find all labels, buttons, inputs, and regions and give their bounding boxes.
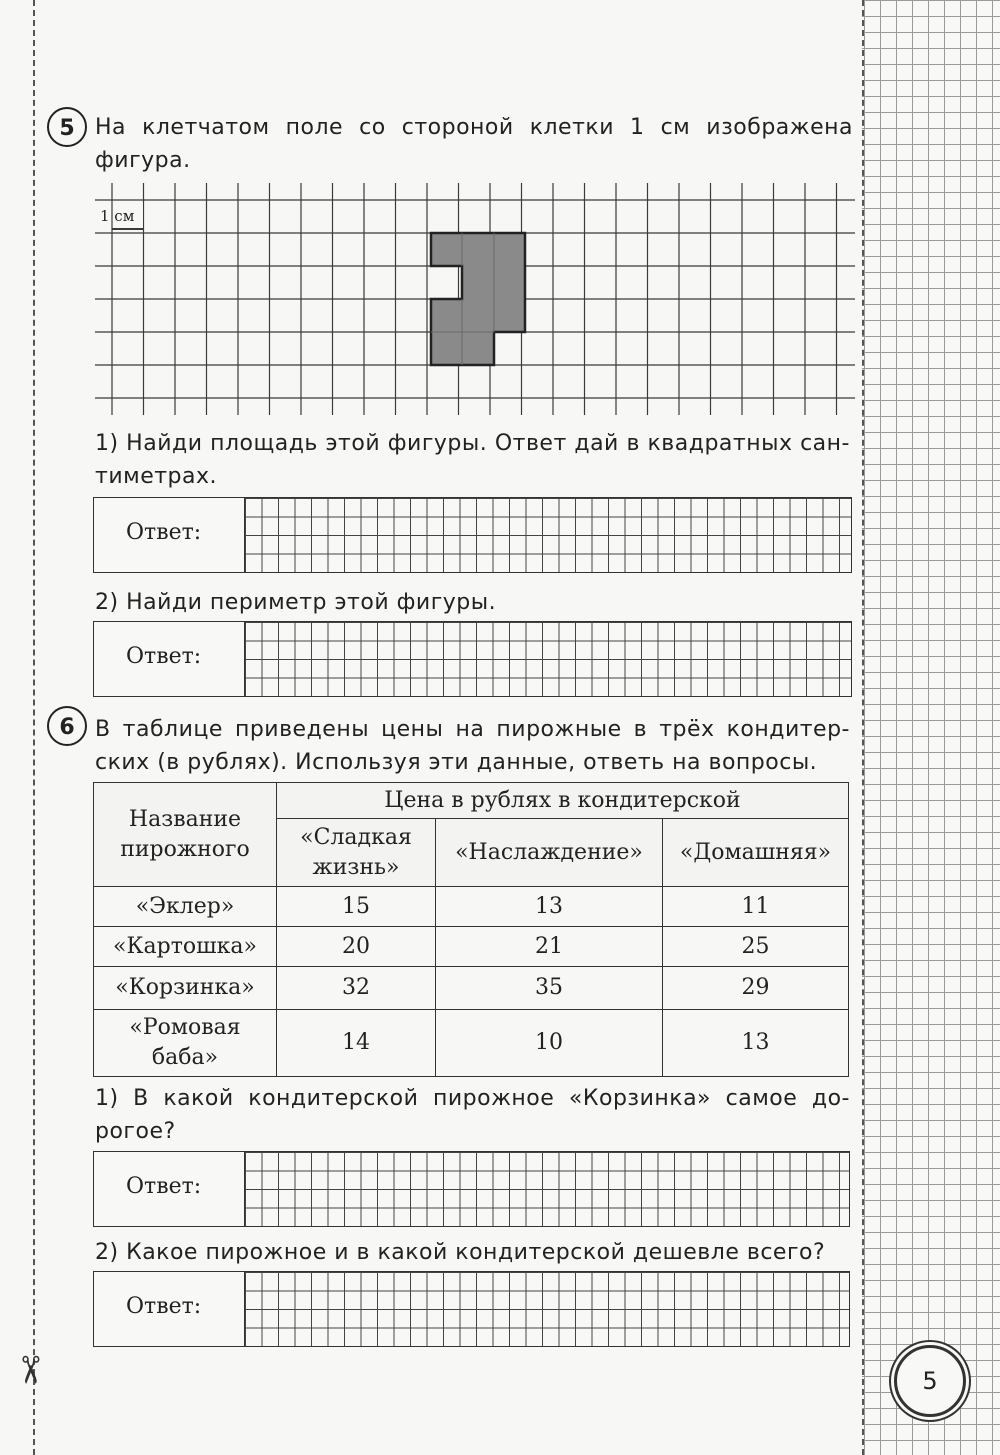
scissors-icon: ✂: [7, 1354, 52, 1386]
price-cell: 10: [436, 1010, 663, 1077]
price-cell: 15: [277, 887, 436, 927]
col-header-shop-2: «Наслаждение»: [436, 819, 663, 887]
answer-label: Ответ:: [126, 520, 202, 545]
task6-question2: 2) Какое пирожное и в какой кондитерской дешевле всего?: [95, 1240, 826, 1265]
task6-question1-line2: рогое?: [95, 1119, 176, 1144]
task6-text-line2: ских (в рублях). Используя эти данные, ответь на вопросы.: [95, 750, 818, 775]
task5-question1-line2: тиметрах.: [95, 464, 218, 489]
price-cell: 35: [436, 967, 663, 1010]
price-cell: 25: [663, 927, 849, 967]
answer-field-6-2[interactable]: [244, 1272, 849, 1346]
price-cell: 21: [436, 927, 663, 967]
price-cell: 13: [663, 1010, 849, 1077]
price-table: [93, 782, 849, 1077]
page-number: 5: [894, 1345, 966, 1417]
task6-text-line1: В таблице приведены цены на пирожные в трёх кондитер-: [95, 717, 850, 742]
checkered-field: [95, 183, 855, 418]
answer-field-5-1[interactable]: [244, 498, 851, 572]
answer-box-6-2: [93, 1271, 850, 1347]
price-cell: 13: [436, 887, 663, 927]
price-cell: 14: [277, 1010, 436, 1077]
row-name: «Эклер»: [94, 887, 277, 927]
table-row: [94, 887, 849, 927]
col-header-name: Название пирожного: [94, 783, 277, 887]
task5-question1-line1: 1) Найди площадь этой фигуры. Ответ дай в квадратных сан-: [95, 431, 850, 456]
col-header-shop-1: «Сладкая жизнь»: [277, 819, 436, 887]
table-row: [94, 1010, 849, 1077]
table-row: [94, 927, 849, 967]
cut-line: [33, 0, 35, 1455]
task6-question1-line1: 1) В какой кондитерской пирожное «Корзинка» самое до-: [95, 1086, 850, 1111]
answer-label: Ответ:: [126, 644, 202, 669]
task-number-6: 6: [47, 706, 87, 746]
answer-field-5-2[interactable]: [244, 622, 851, 696]
price-cell: 11: [663, 887, 849, 927]
table-row: [94, 967, 849, 1010]
row-name: «Картошка»: [94, 927, 277, 967]
price-cell: 20: [277, 927, 436, 967]
shaded-figure: [431, 233, 525, 365]
row-name: «Ромовая баба»: [94, 1010, 277, 1077]
answer-label: Ответ:: [126, 1294, 202, 1319]
answer-field-6-1[interactable]: [244, 1152, 849, 1226]
answer-box-5-1: [93, 497, 852, 573]
task5-question2: 2) Найди периметр этой фигуры.: [95, 590, 497, 615]
scale-label: 1 см: [100, 207, 135, 225]
price-cell: 29: [663, 967, 849, 1010]
draft-grid-margin: [862, 0, 1000, 1455]
col-header-shop-3: «Домашняя»: [663, 819, 849, 887]
price-cell: 32: [277, 967, 436, 1010]
row-name: «Корзинка»: [94, 967, 277, 1010]
answer-label: Ответ:: [126, 1174, 202, 1199]
answer-box-5-2: [93, 621, 852, 697]
task5-text-line1: На клетчатом поле со стороной клетки 1 см изображена: [95, 115, 853, 140]
answer-box-6-1: [93, 1151, 850, 1227]
task5-text-line2: фигура.: [95, 148, 191, 173]
col-header-group: Цена в рублях в кондитерской: [277, 783, 849, 819]
task-number-5: 5: [47, 107, 87, 147]
